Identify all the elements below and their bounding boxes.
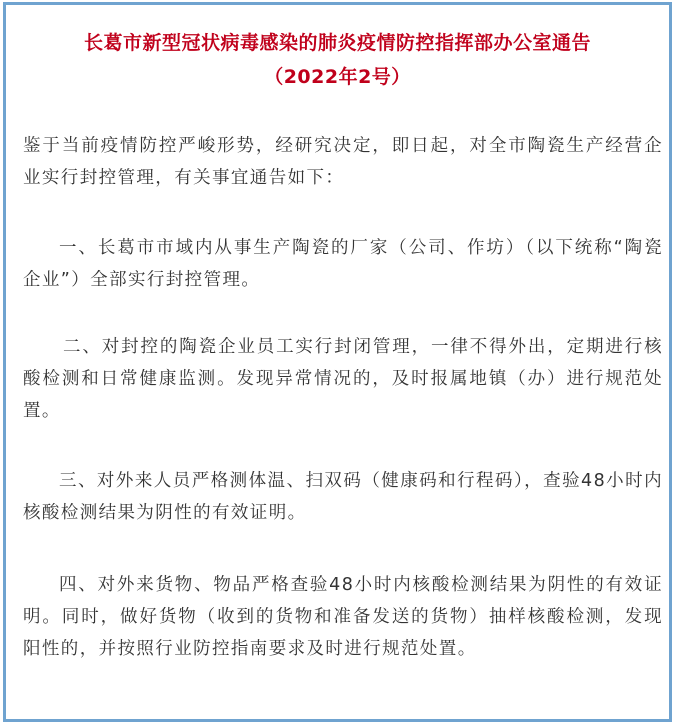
item-paragraph-3: 三、对外来人员严格测体温、扫双码（健康码和行程码），查验48小时内核酸检测结果为阴性的有效证明。 (23, 471, 663, 523)
item-paragraph-2: 二、对封控的陶瓷企业员工实行封闭管理，一律不得外出，定期进行核酸检测和日常健康监测。发现异常情况的，及时报属地镇（办）进行规范处置。 (23, 337, 663, 421)
notice-number: （2022年2号） (264, 66, 411, 88)
notice-title: 长葛市新型冠状病毒感染的肺炎疫情防控指挥部办公室通告 (83, 32, 591, 54)
intro-paragraph: 鉴于当前疫情防控严峻形势，经研究决定，即日起，对全市陶瓷生产经营企业实行封控管理，有关事宜通告如下： (23, 136, 663, 188)
notice-frame (3, 2, 672, 722)
item-paragraph-1: 一、长葛市市域内从事生产陶瓷的厂家（公司、作坊）（以下统称“陶瓷企业”）全部实行封控管理。 (23, 238, 663, 290)
item-paragraph-4: 四、对外来货物、物品严格查验48小时内核酸检测结果为阴性的有效证明。同时，做好货物（收到的货物和准备发送的货物）抽样核酸检测，发现阳性的，并按照行业防控指南要求及时进行规范处置。 (23, 575, 663, 659)
